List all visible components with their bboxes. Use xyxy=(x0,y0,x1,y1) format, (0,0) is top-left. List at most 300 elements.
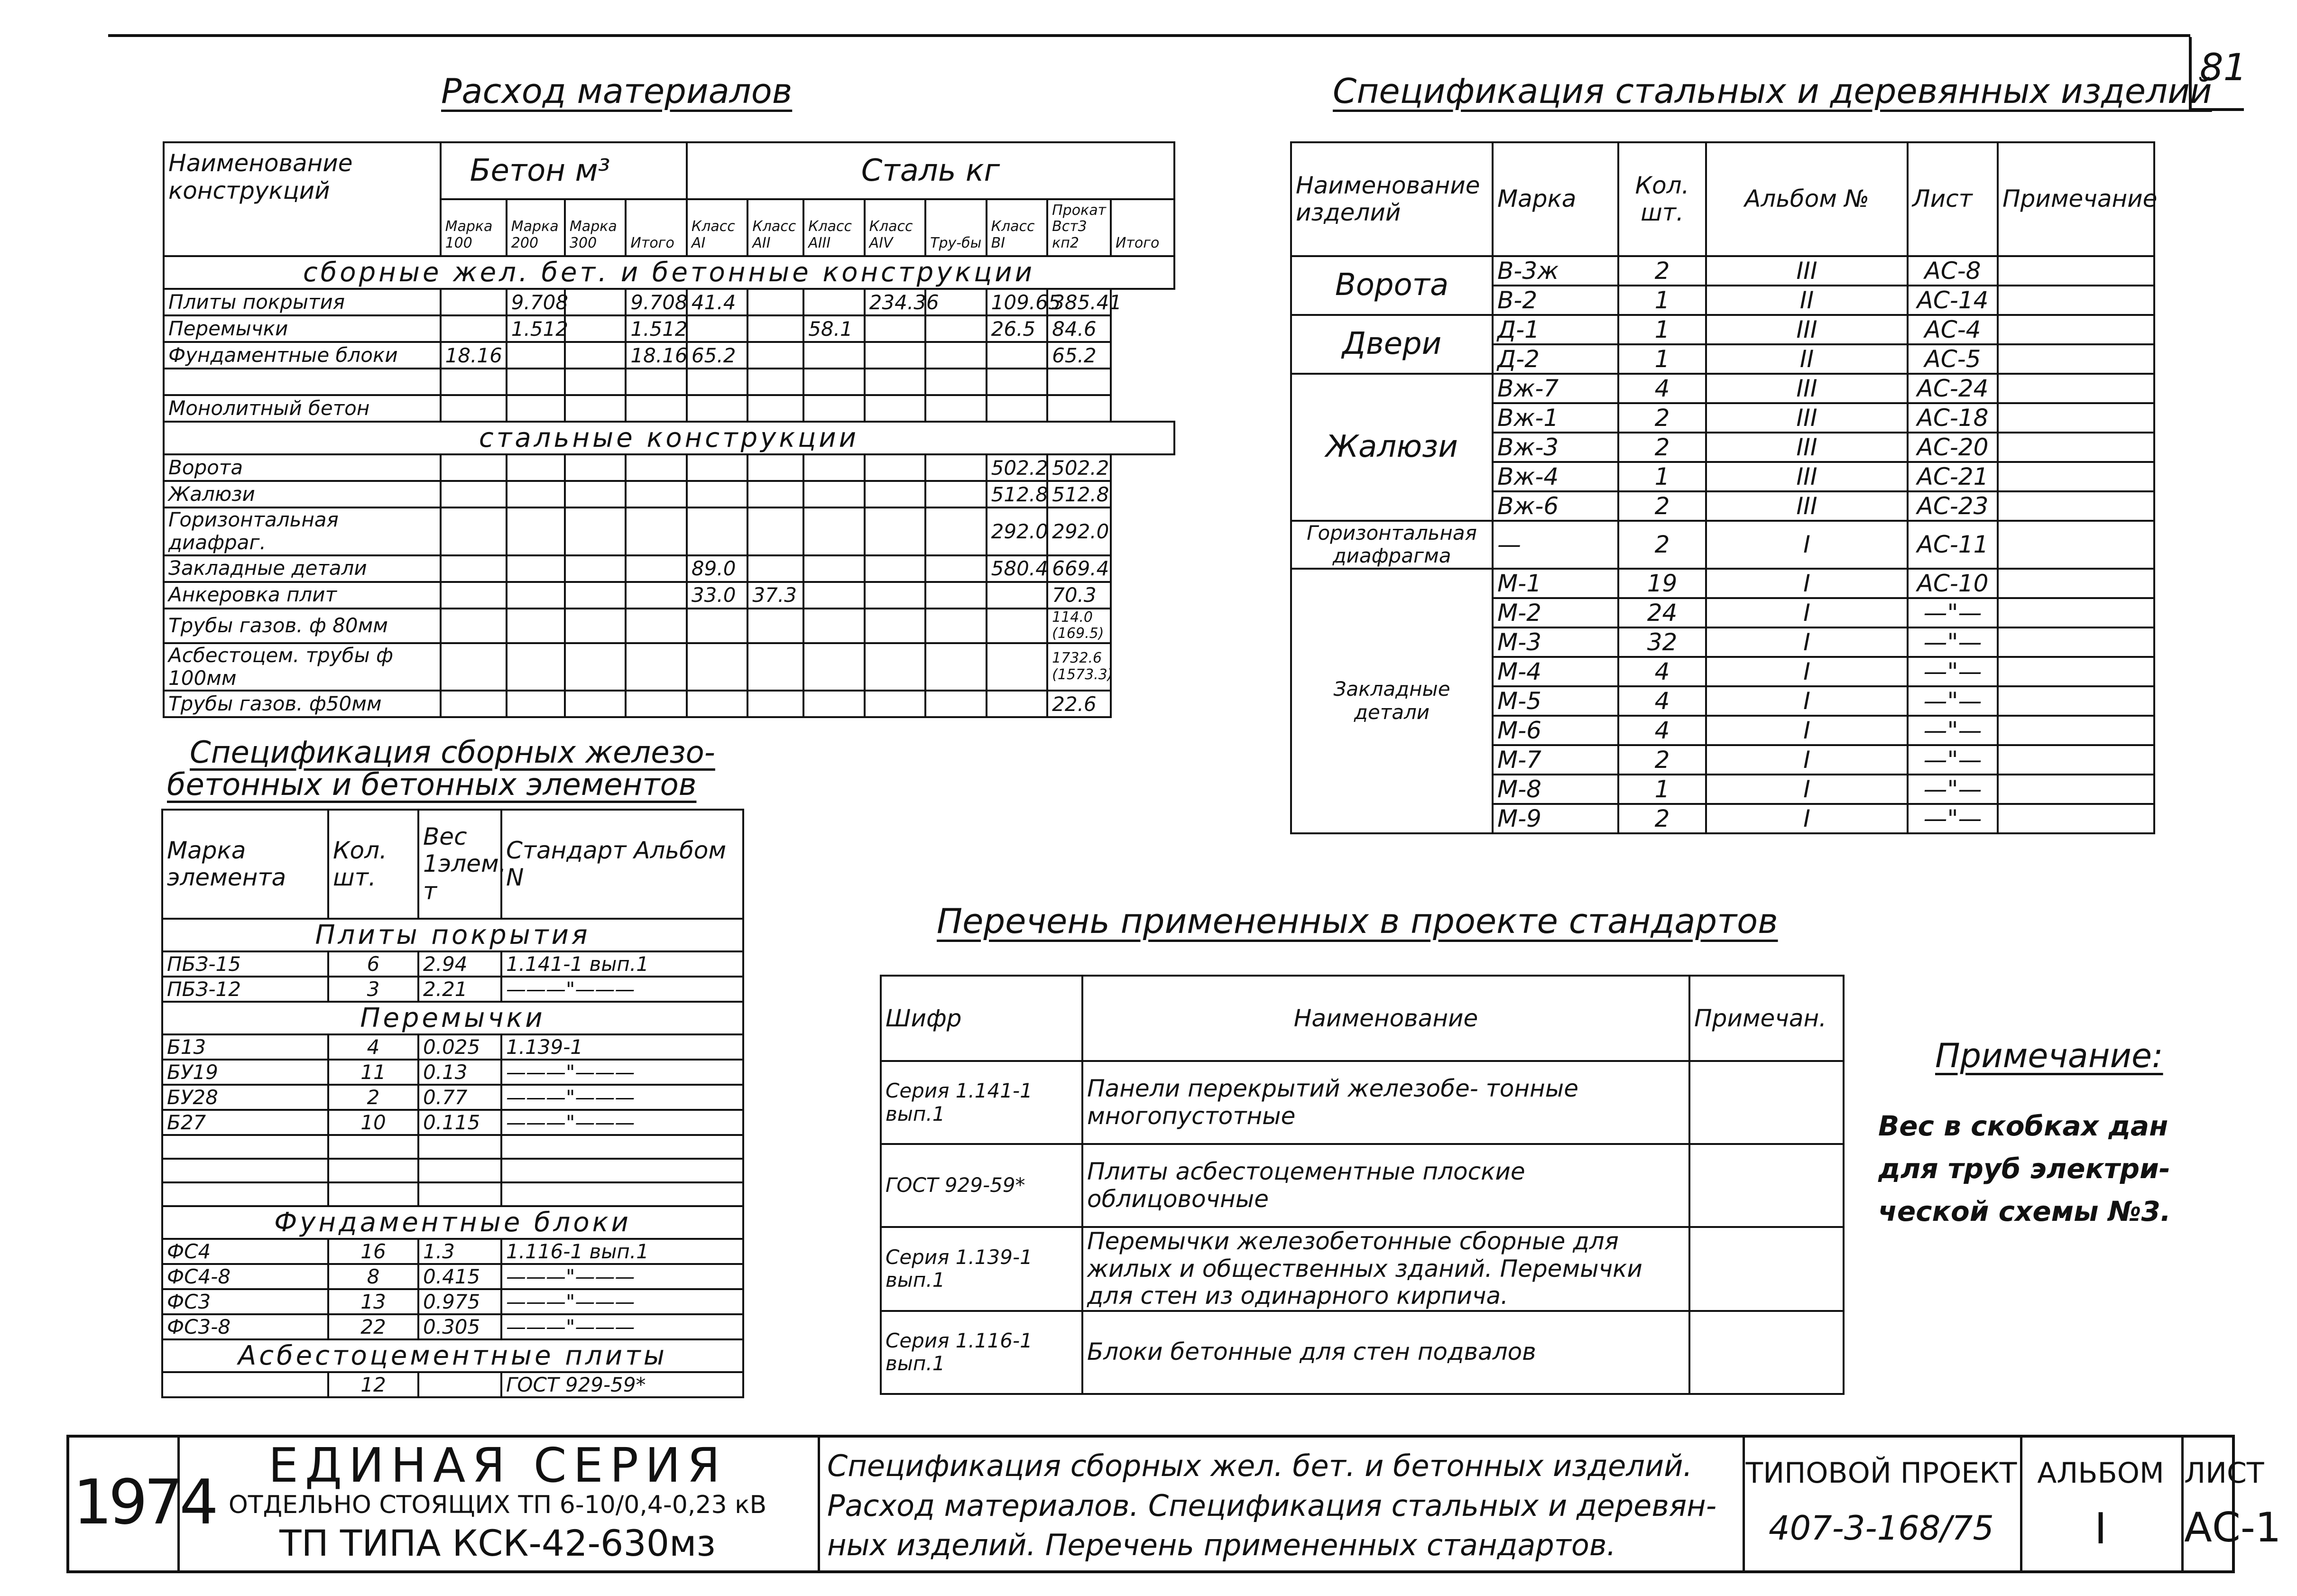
materials-row-name: Жалюзи xyxy=(164,481,441,507)
steel-spec-note-cell xyxy=(1998,657,2154,686)
steel-spec-note-cell xyxy=(1998,627,2154,657)
standards-row xyxy=(881,1311,1844,1394)
standards-cell: Блоки бетонные для стен подвалов xyxy=(1082,1311,1689,1394)
materials-value-cell xyxy=(925,315,986,342)
standards-cell xyxy=(1689,1144,1844,1227)
precast-spec-cell: 11 xyxy=(328,1060,418,1085)
materials-row xyxy=(164,507,1174,555)
materials-row-name: Анкеровка плит xyxy=(164,582,441,609)
precast-spec-cell xyxy=(162,1372,328,1397)
precast-spec-cell xyxy=(501,1159,743,1182)
materials-value-cell xyxy=(925,582,986,609)
title-block-description-cell xyxy=(818,1438,1745,1570)
precast-spec-cell: 1.139-1 xyxy=(501,1034,743,1060)
steel-spec-row xyxy=(1291,256,2154,286)
materials-value-cell xyxy=(565,369,626,395)
materials-value-cell xyxy=(626,643,687,691)
materials-value-cell xyxy=(803,481,864,507)
precast-spec-header-cell: Вес 1элем. т xyxy=(418,810,501,919)
materials-value-cell xyxy=(803,454,864,481)
precast-spec-row xyxy=(162,1110,743,1135)
materials-value-cell xyxy=(626,481,687,507)
precast-spec-cell: 6 xyxy=(328,951,418,977)
title-block-sheet-value: АС-1 xyxy=(2184,1504,2281,1551)
materials-value-cell xyxy=(747,454,803,481)
materials-value-cell xyxy=(441,395,507,422)
steel-spec-row xyxy=(1291,374,2154,403)
precast-spec-cell: Б27 xyxy=(162,1110,328,1135)
materials-row-name: Фундаментные блоки xyxy=(164,342,441,369)
materials-header-steel: Сталь кг xyxy=(687,142,1174,199)
precast-spec-section-row xyxy=(162,1339,743,1372)
precast-spec-cell: ———"——— xyxy=(501,1289,743,1314)
steel-spec-cell: М-9 xyxy=(1493,804,1618,833)
precast-spec-cell: 13 xyxy=(328,1289,418,1314)
materials-value-cell: 1.512 xyxy=(507,315,565,342)
materials-value-cell xyxy=(626,454,687,481)
materials-value-cell: 89.0 xyxy=(687,555,747,582)
precast-spec-cell: 4 xyxy=(328,1034,418,1060)
materials-value-cell xyxy=(441,481,507,507)
materials-value-cell: 1732.6 (1573.3) xyxy=(1047,643,1111,691)
materials-value-cell xyxy=(865,395,925,422)
standards-cell: Серия 1.139-1 вып.1 xyxy=(881,1227,1082,1311)
steel-spec-note-cell xyxy=(1998,521,2154,569)
materials-value-cell xyxy=(925,395,986,422)
steel-spec-cell: —"— xyxy=(1908,598,1998,627)
precast-spec-row xyxy=(162,1135,743,1159)
steel-spec-cell: 2 xyxy=(1618,433,1706,462)
precast-spec-cell xyxy=(162,1182,328,1206)
materials-row xyxy=(164,289,1174,315)
note-text: Вес в скобках дан для труб электри- ческой схемы №3. xyxy=(1878,1110,2171,1227)
materials-value-cell xyxy=(747,643,803,691)
steel-spec-cell: АС-11 xyxy=(1908,521,1998,569)
steel-spec-note-cell xyxy=(1998,686,2154,716)
materials-subheader-cell: Марка 200 xyxy=(507,199,565,256)
materials-value-cell xyxy=(803,609,864,643)
precast-spec-row xyxy=(162,1289,743,1314)
materials-row xyxy=(164,315,1174,342)
steel-spec-cell: 1 xyxy=(1618,344,1706,374)
materials-value-cell xyxy=(565,454,626,481)
materials-row xyxy=(164,395,1174,422)
materials-title: Расход материалов xyxy=(441,71,793,111)
steel-spec-cell: АС-20 xyxy=(1908,433,1998,462)
materials-value-cell xyxy=(441,609,507,643)
steel-spec-group-name: Жалюзи xyxy=(1291,374,1493,521)
materials-value-cell xyxy=(747,481,803,507)
standards-cell: Перемычки железобетонные сборные для жилых и общественных зданий. Перемычки для стен из одинарного кирпича. xyxy=(1082,1227,1689,1311)
materials-value-cell xyxy=(865,643,925,691)
steel-spec-cell: М-3 xyxy=(1493,627,1618,657)
precast-spec-cell: 10 xyxy=(328,1110,418,1135)
steel-spec-cell: II xyxy=(1706,286,1908,315)
materials-value-cell xyxy=(565,315,626,342)
materials-row xyxy=(164,643,1174,691)
materials-row xyxy=(164,481,1174,507)
materials-value-cell: 18.16 xyxy=(441,342,507,369)
materials-value-cell xyxy=(626,507,687,555)
steel-spec-cell: 2 xyxy=(1618,491,1706,521)
standards-cell: Серия 1.116-1 вып.1 xyxy=(881,1311,1082,1394)
materials-value-cell xyxy=(507,342,565,369)
materials-subheader-cell: Класс AII xyxy=(747,199,803,256)
steel-spec-cell: 4 xyxy=(1618,686,1706,716)
materials-value-cell xyxy=(565,507,626,555)
precast-spec-cell xyxy=(328,1182,418,1206)
title-block-series-title: ЕДИНАЯ СЕРИЯ xyxy=(268,1438,727,1493)
materials-value-cell xyxy=(865,315,925,342)
steel-spec-cell: В-2 xyxy=(1493,286,1618,315)
steel-spec-cell: III xyxy=(1706,315,1908,344)
precast-spec-cell: 12 xyxy=(328,1372,418,1397)
title-block-series-type: ТП ТИПА КСК-42-630мз xyxy=(279,1522,716,1564)
precast-spec-cell xyxy=(328,1159,418,1182)
steel-spec-group-name: Горизонтальная диафрагма xyxy=(1291,521,1493,569)
materials-value-cell: 502.2 xyxy=(987,454,1047,481)
precast-spec-cell: 1.3 xyxy=(418,1239,501,1264)
materials-value-cell: 58.1 xyxy=(803,315,864,342)
precast-spec-cell: 0.115 xyxy=(418,1110,501,1135)
materials-value-cell: 512.8 xyxy=(987,481,1047,507)
materials-value-cell: 84.6 xyxy=(1047,315,1111,342)
materials-subheader-cell: Марка 100 xyxy=(441,199,507,256)
materials-value-cell xyxy=(441,691,507,717)
steel-spec-group-name: Закладные детали xyxy=(1291,569,1493,833)
materials-value-cell xyxy=(441,315,507,342)
steel-spec-header-cell: Наименование изделий xyxy=(1291,142,1493,256)
materials-value-cell xyxy=(987,691,1047,717)
materials-row-name: Ворота xyxy=(164,454,441,481)
materials-value-cell xyxy=(687,609,747,643)
precast-spec-header-cell: Стандарт Альбом N xyxy=(501,810,743,919)
precast-spec-cell: ———"——— xyxy=(501,1085,743,1110)
precast-spec-section-row xyxy=(162,919,743,951)
precast-spec-cell: ———"——— xyxy=(501,1110,743,1135)
materials-value-cell: 580.4 xyxy=(987,555,1047,582)
materials-row xyxy=(164,691,1174,717)
precast-spec-row xyxy=(162,1085,743,1110)
materials-row xyxy=(164,369,1174,395)
materials-row-name: Асбестоцем. трубы ф 100мм xyxy=(164,643,441,691)
materials-value-cell: 41.4 xyxy=(687,289,747,315)
precast-spec-header-cell: Марка элемента xyxy=(162,810,328,919)
materials-value-cell xyxy=(507,481,565,507)
materials-section-precast: сборные жел. бет. и бетонные конструкции xyxy=(164,256,1174,289)
precast-spec-cell: Б13 xyxy=(162,1034,328,1060)
precast-spec-cell: 0.025 xyxy=(418,1034,501,1060)
precast-spec-cell: 16 xyxy=(328,1239,418,1264)
steel-spec-note-cell xyxy=(1998,286,2154,315)
precast-spec-header-row xyxy=(162,810,743,919)
materials-value-cell: 37.3 xyxy=(747,582,803,609)
materials-row-name: Горизонтальная диафраг. xyxy=(164,507,441,555)
materials-value-cell xyxy=(626,555,687,582)
precast-spec-table xyxy=(161,809,744,1398)
steel-spec-table xyxy=(1290,141,2158,834)
steel-spec-row xyxy=(1291,521,2154,569)
steel-spec-cell: М-4 xyxy=(1493,657,1618,686)
steel-spec-cell: АС-24 xyxy=(1908,374,1998,403)
materials-row-name: Закладные детали xyxy=(164,555,441,582)
materials-value-cell xyxy=(1047,395,1111,422)
steel-spec-note-cell xyxy=(1998,491,2154,521)
materials-value-cell xyxy=(626,609,687,643)
precast-spec-row xyxy=(162,1264,743,1289)
steel-spec-note-cell xyxy=(1998,344,2154,374)
materials-value-cell xyxy=(687,315,747,342)
precast-spec-cell: ПБЗ-12 xyxy=(162,977,328,1002)
materials-value-cell xyxy=(441,369,507,395)
materials-value-cell xyxy=(865,691,925,717)
steel-spec-cell: 2 xyxy=(1618,403,1706,433)
materials-value-cell: 9.708 xyxy=(507,289,565,315)
precast-spec-cell: ФС4 xyxy=(162,1239,328,1264)
materials-value-cell xyxy=(747,691,803,717)
materials-value-cell xyxy=(507,691,565,717)
steel-spec-cell: 1 xyxy=(1618,286,1706,315)
steel-spec-cell: М-8 xyxy=(1493,775,1618,804)
precast-spec-cell: 2.94 xyxy=(418,951,501,977)
standards-cell xyxy=(1689,1311,1844,1394)
standards-row xyxy=(881,1227,1844,1311)
steel-spec-cell: АС-23 xyxy=(1908,491,1998,521)
materials-header-name: Наименование конструкций xyxy=(164,142,441,256)
title-block xyxy=(66,1435,2281,1573)
materials-value-cell xyxy=(987,609,1047,643)
materials-subheader-cell: Итого xyxy=(1111,199,1174,256)
materials-value-cell xyxy=(687,454,747,481)
materials-value-cell xyxy=(865,369,925,395)
title-block-album-value: I xyxy=(2094,1504,2107,1554)
steel-spec-note-cell xyxy=(1998,315,2154,344)
materials-subheader-cell: Класс AIV xyxy=(865,199,925,256)
precast-spec-section-name: Асбестоцементные плиты xyxy=(162,1339,743,1372)
materials-value-cell xyxy=(865,454,925,481)
steel-spec-cell: —"— xyxy=(1908,775,1998,804)
steel-spec-header-cell: Примечание xyxy=(1998,142,2154,256)
materials-value-cell xyxy=(747,395,803,422)
precast-spec-cell xyxy=(501,1182,743,1206)
precast-spec-row xyxy=(162,1159,743,1182)
materials-value-cell xyxy=(441,582,507,609)
steel-spec-cell: I xyxy=(1706,569,1908,598)
precast-spec-cell: ФС3-8 xyxy=(162,1314,328,1339)
materials-row xyxy=(164,342,1174,369)
materials-value-cell xyxy=(565,643,626,691)
precast-spec-cell: ———"——— xyxy=(501,977,743,1002)
materials-value-cell xyxy=(507,507,565,555)
materials-value-cell xyxy=(865,481,925,507)
steel-spec-cell: III xyxy=(1706,433,1908,462)
standards-cell xyxy=(1689,1061,1844,1144)
precast-spec-row xyxy=(162,1239,743,1264)
steel-spec-cell: Д-1 xyxy=(1493,315,1618,344)
steel-spec-header-cell: Марка xyxy=(1493,142,1618,256)
precast-spec-cell xyxy=(418,1159,501,1182)
steel-spec-note-cell xyxy=(1998,804,2154,833)
materials-value-cell: 1.512 xyxy=(626,315,687,342)
steel-spec-row xyxy=(1291,569,2154,598)
materials-value-cell xyxy=(987,369,1047,395)
materials-row xyxy=(164,454,1174,481)
steel-spec-cell: —"— xyxy=(1908,627,1998,657)
materials-value-cell xyxy=(865,555,925,582)
materials-value-cell xyxy=(565,691,626,717)
materials-value-cell: 22.6 xyxy=(1047,691,1111,717)
materials-value-cell xyxy=(925,643,986,691)
steel-spec-cell: 1 xyxy=(1618,775,1706,804)
precast-spec-cell: 0.975 xyxy=(418,1289,501,1314)
precast-spec-cell: 1.116-1 вып.1 xyxy=(501,1239,743,1264)
materials-value-cell xyxy=(565,481,626,507)
materials-value-cell: 234.36 xyxy=(865,289,925,315)
steel-spec-cell: III xyxy=(1706,403,1908,433)
title-block-album-cell xyxy=(2020,1438,2184,1570)
precast-spec-section-row xyxy=(162,1206,743,1239)
steel-spec-cell: 1 xyxy=(1618,315,1706,344)
materials-value-cell xyxy=(626,395,687,422)
title-block-sheet-label: ЛИСТ xyxy=(2184,1457,2264,1490)
materials-value-cell xyxy=(687,369,747,395)
materials-row-name: Перемычки xyxy=(164,315,441,342)
precast-spec-cell: ПБЗ-15 xyxy=(162,951,328,977)
steel-spec-cell: —"— xyxy=(1908,745,1998,775)
materials-value-cell: 512.8 xyxy=(1047,481,1111,507)
steel-spec-cell: III xyxy=(1706,374,1908,403)
materials-row-name: Трубы газов. ф 80мм xyxy=(164,609,441,643)
materials-value-cell xyxy=(865,507,925,555)
materials-value-cell: 109.65 xyxy=(987,289,1047,315)
materials-value-cell xyxy=(747,315,803,342)
page-number: 81 xyxy=(2200,46,2247,89)
materials-value-cell xyxy=(687,643,747,691)
steel-spec-row xyxy=(1291,315,2154,344)
precast-spec-cell: 0.415 xyxy=(418,1264,501,1289)
materials-section-steel: стальные конструкции xyxy=(164,422,1174,454)
steel-spec-cell: 19 xyxy=(1618,569,1706,598)
standards-title: Перечень примененных в проекте стандартов xyxy=(937,901,1778,941)
steel-spec-cell: 24 xyxy=(1618,598,1706,627)
materials-value-cell xyxy=(441,289,507,315)
materials-row xyxy=(164,582,1174,609)
standards-header-cell: Примечан. xyxy=(1689,976,1844,1061)
materials-value-cell: 502.2 xyxy=(1047,454,1111,481)
steel-spec-cell: III xyxy=(1706,491,1908,521)
materials-value-cell xyxy=(687,691,747,717)
materials-value-cell xyxy=(925,342,986,369)
materials-row-name: Трубы газов. ф50мм xyxy=(164,691,441,717)
precast-spec-row xyxy=(162,1060,743,1085)
materials-value-cell xyxy=(747,507,803,555)
precast-spec-cell xyxy=(501,1135,743,1159)
materials-value-cell xyxy=(441,643,507,691)
materials-value-cell xyxy=(565,395,626,422)
precast-spec-row xyxy=(162,951,743,977)
steel-spec-cell: I xyxy=(1706,745,1908,775)
steel-spec-note-cell xyxy=(1998,569,2154,598)
standards-header-row xyxy=(881,976,1844,1061)
steel-spec-note-cell xyxy=(1998,775,2154,804)
steel-spec-cell: — xyxy=(1493,521,1618,569)
materials-value-cell xyxy=(925,507,986,555)
standards-table xyxy=(880,975,1845,1395)
materials-value-cell xyxy=(507,609,565,643)
precast-spec-cell xyxy=(418,1135,501,1159)
materials-value-cell: 18.16 xyxy=(626,342,687,369)
materials-value-cell xyxy=(507,582,565,609)
materials-value-cell xyxy=(987,342,1047,369)
title-block-series-cell xyxy=(177,1438,820,1570)
materials-value-cell xyxy=(747,342,803,369)
steel-spec-header-cell: Кол. шт. xyxy=(1618,142,1706,256)
steel-spec-cell: М-1 xyxy=(1493,569,1618,598)
precast-spec-row xyxy=(162,1034,743,1060)
steel-spec-cell: —"— xyxy=(1908,686,1998,716)
precast-spec-title-line2: бетонных и бетонных элементов xyxy=(167,767,697,803)
materials-value-cell xyxy=(987,643,1047,691)
precast-spec-cell xyxy=(162,1135,328,1159)
steel-spec-cell: Вж-7 xyxy=(1493,374,1618,403)
precast-spec-cell: 1.141-1 вып.1 xyxy=(501,951,743,977)
materials-value-cell xyxy=(507,555,565,582)
standards-cell: Серия 1.141-1 вып.1 xyxy=(881,1061,1082,1144)
steel-spec-header-cell: Альбом № xyxy=(1706,142,1908,256)
materials-value-cell xyxy=(565,609,626,643)
title-block-series-sub: ОТДЕЛЬНО СТОЯЩИХ ТП 6-10/0,4-0,23 кВ xyxy=(228,1491,767,1519)
materials-value-cell xyxy=(626,369,687,395)
steel-spec-title: Спецификация стальных и деревянных изделий xyxy=(1333,71,2212,111)
materials-subheader-cell: Марка 300 xyxy=(565,199,626,256)
steel-spec-note-cell xyxy=(1998,256,2154,286)
materials-value-cell xyxy=(626,691,687,717)
precast-spec-cell: 0.13 xyxy=(418,1060,501,1085)
materials-value-cell xyxy=(803,643,864,691)
materials-value-cell: 65.2 xyxy=(1047,342,1111,369)
precast-spec-cell xyxy=(418,1182,501,1206)
steel-spec-cell: Вж-4 xyxy=(1493,462,1618,491)
materials-value-cell xyxy=(441,454,507,481)
steel-spec-cell: I xyxy=(1706,686,1908,716)
materials-value-cell: 70.3 xyxy=(1047,582,1111,609)
materials-value-cell xyxy=(441,555,507,582)
materials-value-cell xyxy=(925,454,986,481)
materials-value-cell: 26.5 xyxy=(987,315,1047,342)
materials-value-cell xyxy=(925,481,986,507)
steel-spec-cell: 4 xyxy=(1618,716,1706,745)
precast-spec-cell xyxy=(418,1372,501,1397)
materials-value-cell xyxy=(803,691,864,717)
precast-spec-cell: БУ28 xyxy=(162,1085,328,1110)
precast-spec-row xyxy=(162,1182,743,1206)
steel-spec-cell: III xyxy=(1706,462,1908,491)
precast-spec-cell: БУ19 xyxy=(162,1060,328,1085)
standards-header-cell: Шифр xyxy=(881,976,1082,1061)
precast-spec-cell: ГОСТ 929-59* xyxy=(501,1372,743,1397)
steel-spec-note-cell xyxy=(1998,716,2154,745)
materials-value-cell xyxy=(803,342,864,369)
title-block-album-label: АЛЬБОМ xyxy=(2037,1457,2164,1490)
precast-spec-section-name: Перемычки xyxy=(162,1002,743,1034)
steel-spec-cell: АС-8 xyxy=(1908,256,1998,286)
materials-value-cell xyxy=(925,609,986,643)
steel-spec-note-cell xyxy=(1998,403,2154,433)
precast-spec-cell: 3 xyxy=(328,977,418,1002)
steel-spec-cell: II xyxy=(1706,344,1908,374)
precast-spec-cell: 22 xyxy=(328,1314,418,1339)
materials-row xyxy=(164,609,1174,643)
